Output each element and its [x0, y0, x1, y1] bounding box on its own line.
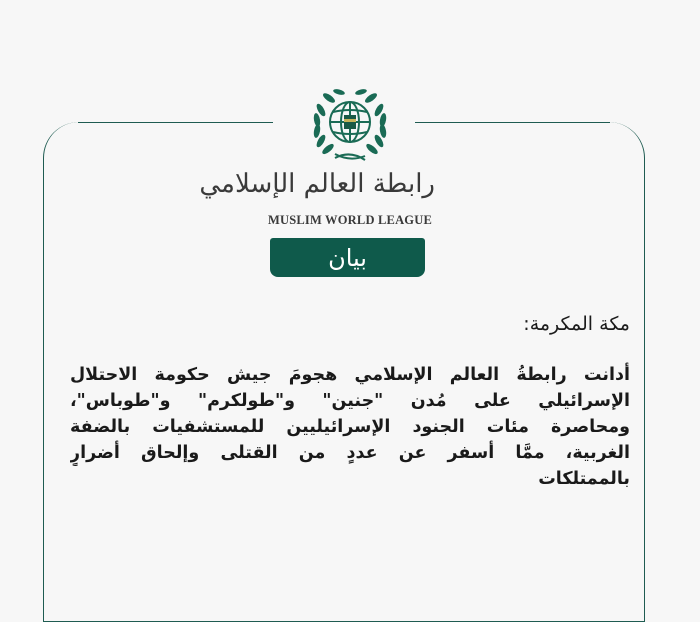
- body-line-1: أدانت رابطةُ العالم الإسلامي هجومَ جيش حكومة الاحتلال: [70, 365, 630, 385]
- document-type-banner: [270, 238, 425, 277]
- frame-divider-right: [415, 122, 610, 123]
- organization-name-english: MUSLIM WORLD LEAGUE: [267, 213, 432, 227]
- statement-body: [70, 362, 630, 492]
- frame-divider-left: [78, 122, 273, 123]
- document-type-label: بيان: [328, 243, 367, 272]
- muslim-world-league-logo-icon: [305, 84, 395, 164]
- body-line-5: بالممتلكات: [538, 469, 630, 489]
- body-line-2: الإسرائيلي على مُدن "جنين" و"طولكرم" و"طوباس"،: [70, 391, 630, 411]
- organization-name-arabic: رابطة العالم الإسلامي: [199, 169, 435, 199]
- body-line-4: الغربية، ممَّا أسفر عن عددٍ من القتلى وإلحاق أضرارٍ: [70, 443, 630, 463]
- body-line-3: ومحاصرة مئات الجنود الإسرائيليين للمستشفيات بالضفة: [70, 417, 630, 437]
- kaaba-icon: [344, 115, 356, 129]
- location-heading: مكة المكرمة:: [523, 313, 630, 335]
